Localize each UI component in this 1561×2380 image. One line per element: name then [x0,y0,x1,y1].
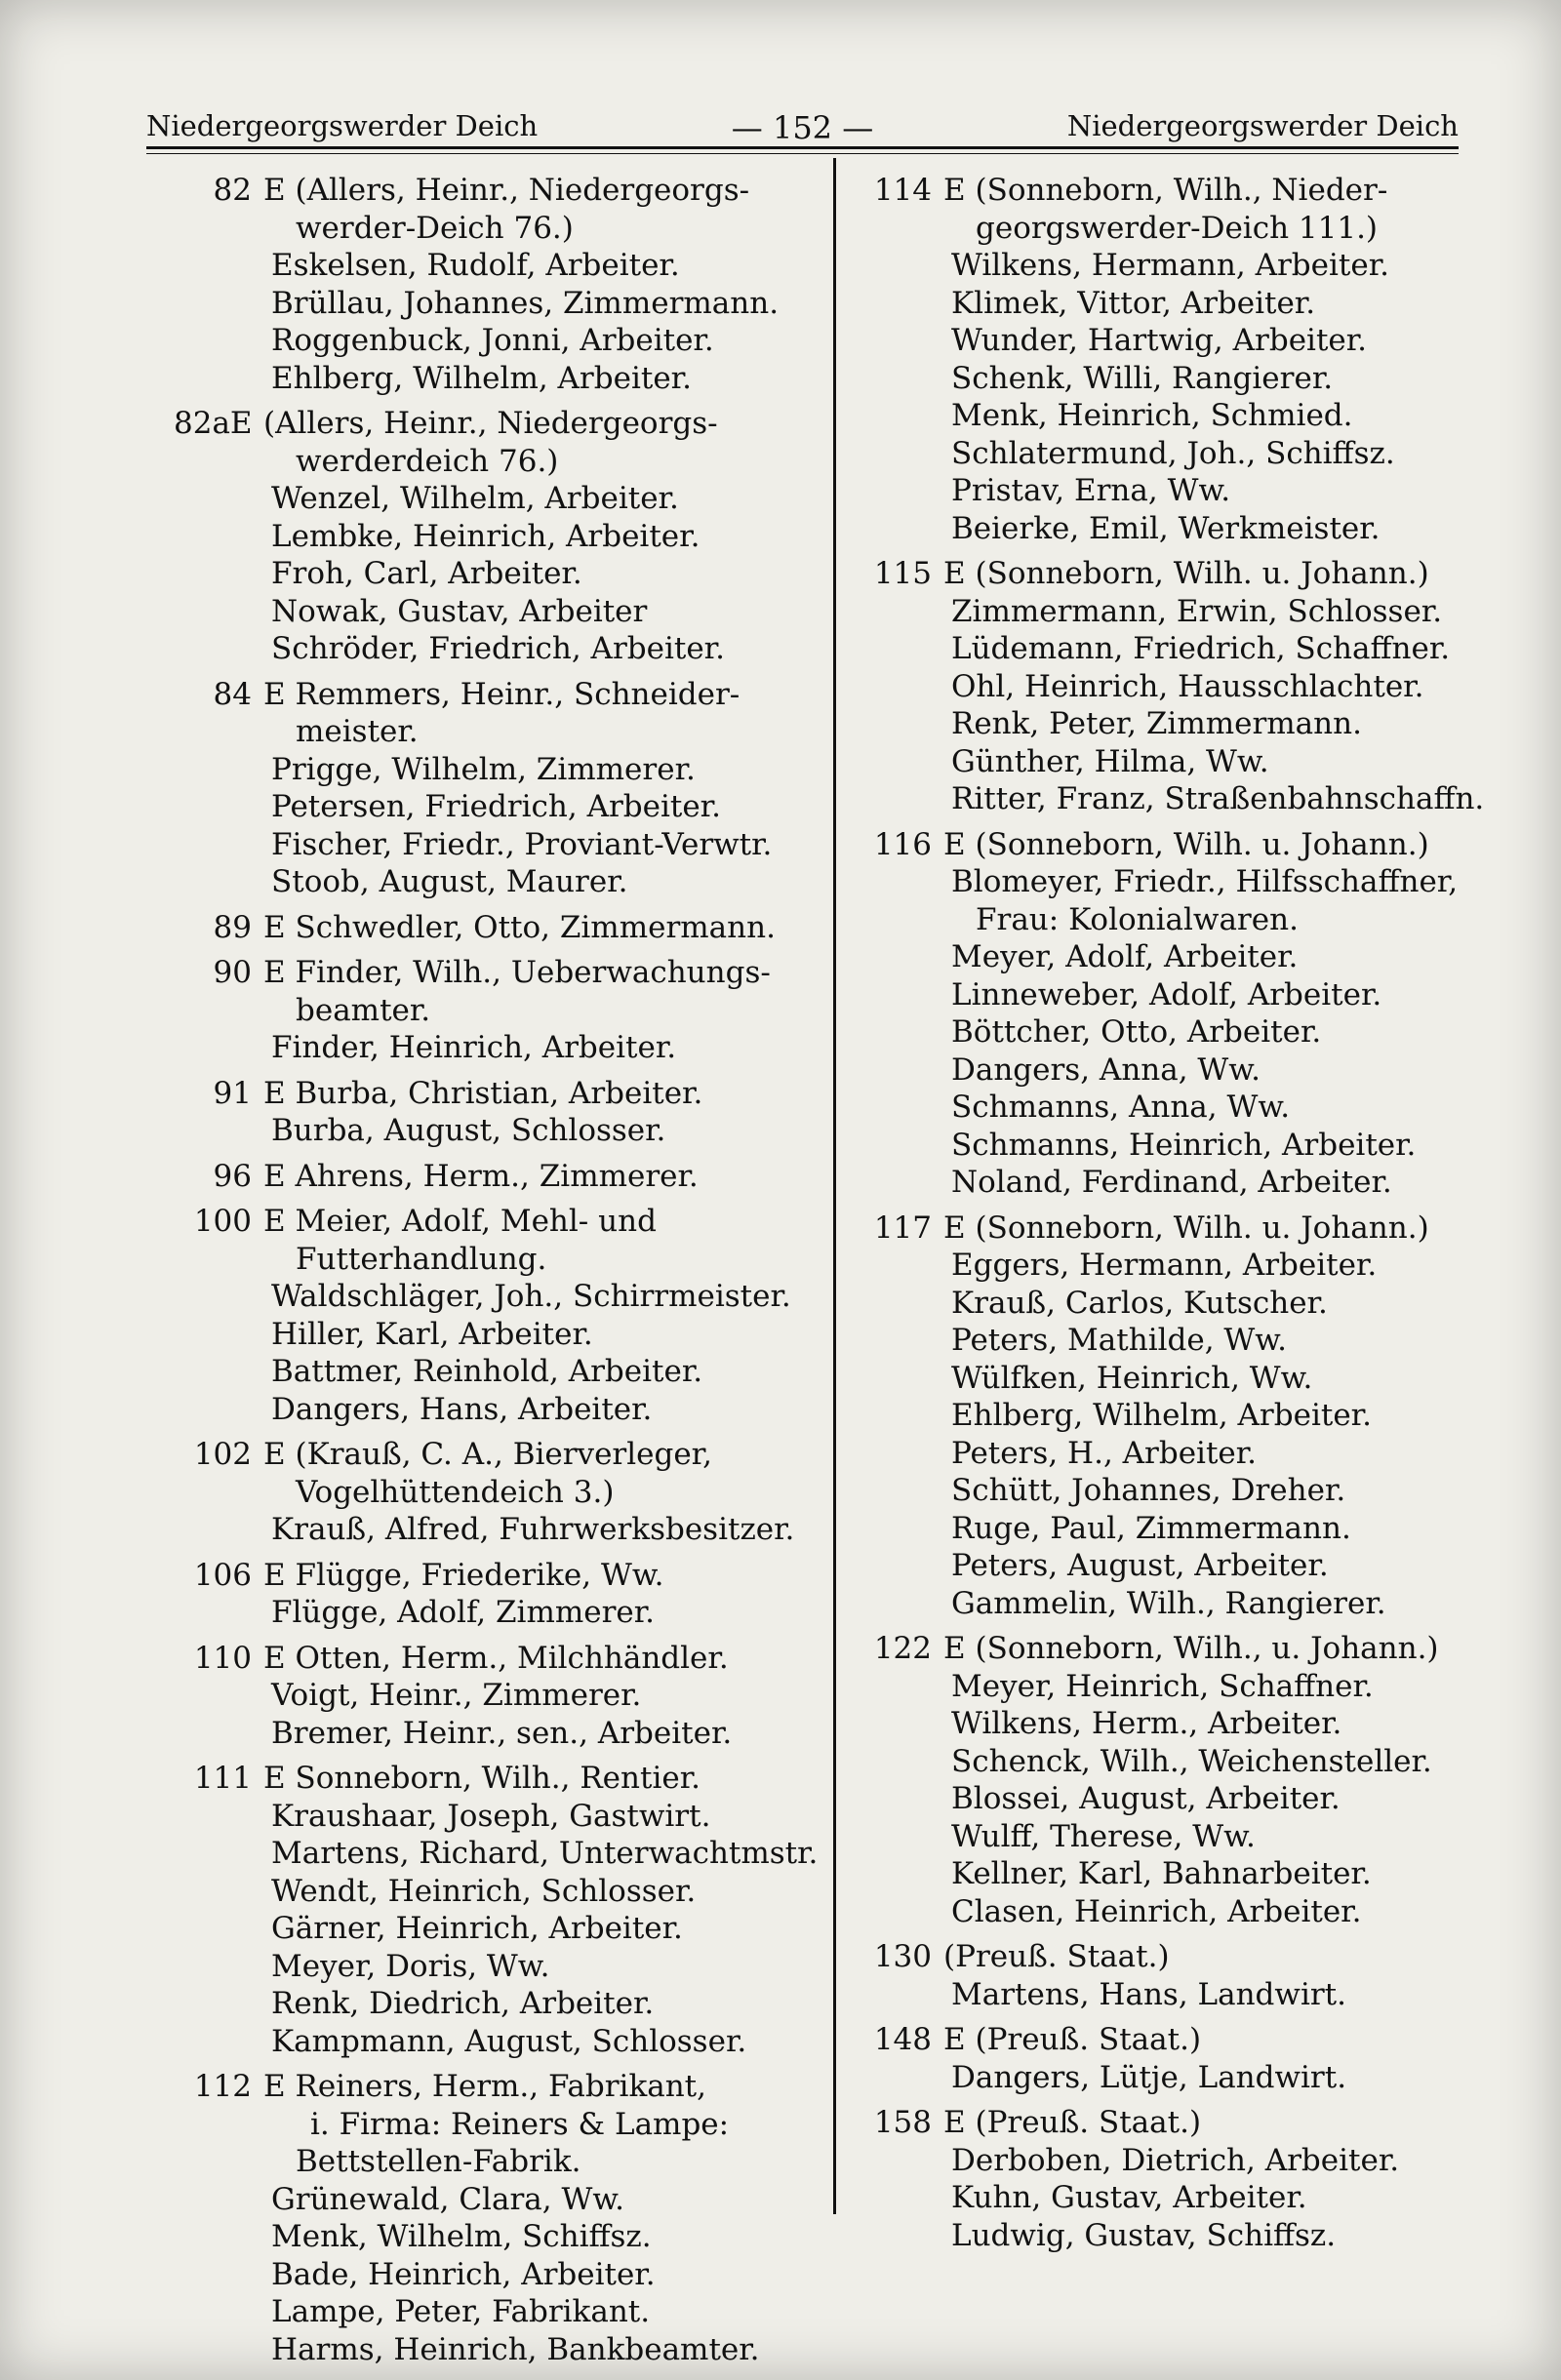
house-number: 130 [873,1939,932,1974]
resident-line: Lembke, Heinrich, Arbeiter. [271,518,700,554]
entry-header-line [854,172,1478,210]
resident-line: Ohl, Heinrich, Hausschlachter. [951,668,1424,704]
resident-line: Günther, Hilma, Ww. [951,743,1269,779]
house-number: 102 [193,1437,252,1472]
house-number: 111 [193,1761,252,1796]
resident-line: Zimmermann, Erwin, Schlosser. [951,593,1443,629]
owner-text: E (Sonneborn, Wilh. u. Johann.) [943,1210,1429,1246]
entry-header-line [854,555,1478,593]
resident-line: Linneweber, Adolf, Arbeiter. [951,976,1382,1012]
entry-header-line [854,1630,1478,1668]
house-entry [174,405,818,668]
resident-line: Krauß, Carlos, Kutscher. [951,1285,1328,1321]
resident-line: Burba, August, Schlosser. [271,1113,666,1148]
resident-line: Schmanns, Anna, Ww. [951,1090,1291,1125]
entry-header-line [854,2021,1478,2059]
resident-line: Gärner, Heinrich, Arbeiter. [271,1911,683,1946]
house-number: 122 [873,1631,932,1666]
owner-text: (Allers, Heinr., Niedergeorgs- [263,406,718,441]
header-rule-thin [146,153,1459,154]
resident-line: Peters, H., Arbeiter. [951,1435,1258,1471]
resident-line: Lüdemann, Friedrich, Schaffner. [951,631,1451,666]
entry-header-line [174,954,818,992]
resident-line: Wendt, Heinrich, Schlosser. [271,1873,697,1909]
resident-line: Ehlberg, Wilhelm, Arbeiter. [271,360,692,396]
owner-text: E (Preuß. Staat.) [943,2105,1202,2140]
resident-line: Martens, Hans, Landwirt. [951,1976,1346,2012]
resident-line: Peters, Mathilde, Ww. [951,1323,1287,1358]
resident-line: Petersen, Friedrich, Arbeiter. [271,789,721,824]
entry-header-line [854,2104,1478,2142]
house-number: 110 [193,1640,252,1676]
resident-line: Blomeyer, Friedr., Hilfsschaffner, [951,864,1459,899]
house-entry [174,954,818,1067]
resident-line: Meyer, Heinrich, Schaffner. [951,1668,1374,1704]
resident-line: Derboben, Dietrich, Arbeiter. [951,2142,1400,2178]
entry-header-line [174,1203,818,1241]
resident-line: Futterhandlung. [296,1241,547,1277]
resident-line: Grünewald, Clara, Ww. [271,2181,625,2217]
resident-line: Wulff, Therese, Ww. [951,1818,1256,1854]
owner-text: E Sonneborn, Wilh., Rentier. [263,1761,700,1796]
house-number: 82 [213,173,252,208]
resident-line: Schütt, Johannes, Dreher. [951,1473,1346,1508]
resident-line: Flügge, Adolf, Zimmerer. [271,1595,656,1630]
resident-line: Prigge, Wilhelm, Zimmerer. [271,751,696,787]
owner-continuation: meister. [296,714,419,749]
house-entry [854,555,1485,818]
house-number: 91 [213,1075,252,1111]
resident-line: Peters, August, Arbeiter. [951,1548,1329,1583]
resident-line: Ehlberg, Wilhelm, Arbeiter. [951,1398,1372,1433]
entry-header-line [174,1436,818,1474]
owner-continuation: georgswerder-Deich 111.) [976,210,1379,246]
resident-line: Wilkens, Herm., Arbeiter. [951,1706,1342,1741]
house-entry [854,172,1478,547]
house-number: 89 [213,909,252,945]
house-number: 100 [193,1204,252,1239]
owner-continuation: werderdeich 76.) [296,443,559,479]
house-entry [174,1436,818,1549]
entry-header-line [854,826,1478,864]
owner-text: E Reiners, Herm., Fabrikant, [263,2069,706,2104]
entry-header-line [174,2068,818,2106]
owner-text: E Meier, Adolf, Mehl- und [263,1204,657,1239]
house-number: 84 [213,676,252,712]
entry-header-line [174,1557,818,1595]
house-entry [174,172,818,397]
resident-line: Dangers, Anna, Ww. [951,1051,1261,1088]
house-entry [854,2104,1478,2254]
house-number: 96 [213,1158,252,1194]
column-divider [833,158,836,2214]
resident-line: Böttcher, Otto, Arbeiter. [951,1014,1322,1050]
resident-line: Ludwig, Gustav, Schiffsz. [951,2217,1337,2253]
entry-header-line [174,1158,818,1196]
entry-header-line [174,1760,818,1798]
resident-line: Harms, Heinrich, Bankbeamter. [271,2331,760,2367]
owner-continuation: werder-Deich 76.) [296,210,574,246]
resident-line: Kampmann, August, Schlosser. [271,2023,747,2059]
entry-header-line [174,676,818,714]
resident-line: Fischer, Friedr., Proviant-Verwtr. [271,826,773,862]
resident-line: Froh, Carl, Arbeiter. [271,556,582,591]
resident-line: Blossei, August, Arbeiter. [951,1781,1341,1816]
resident-line: Kellner, Karl, Bahnarbeiter. [951,1856,1372,1891]
resident-line: Dangers, Lütje, Landwirt. [951,2059,1347,2095]
resident-line: Waldschläger, Joh., Schirrmeister. [271,1279,791,1314]
resident-line: Roggenbuck, Jonni, Arbeiter. [271,323,714,358]
owner-continuation: beamter. [296,992,431,1028]
resident-line: Krauß, Alfred, Fuhrwerksbesitzer. [271,1512,795,1547]
house-entry [174,1640,818,1753]
house-number: 114 [873,173,932,208]
header-rule-thick [146,146,1459,149]
resident-line: Hiller, Karl, Arbeiter. [271,1316,593,1352]
resident-line: Clasen, Heinrich, Arbeiter. [951,1893,1362,1929]
owner-text: E Remmers, Heinr., Schneider- [263,676,740,712]
house-entry [854,1210,1478,1623]
resident-line: Vogelhüttendeich 3.) [296,1474,615,1510]
resident-line: Bremer, Heinr., sen., Arbeiter. [271,1715,733,1751]
house-entry [174,1760,818,2060]
entry-header-line [174,1075,818,1113]
resident-line: Stoob, August, Maurer. [271,864,628,899]
house-entry [174,1557,818,1632]
resident-line: Wülfken, Heinrich, Ww. [951,1360,1313,1396]
owner-text: E Schwedler, Otto, Zimmermann. [263,909,776,945]
resident-line: Pristav, Erna, Ww. [951,473,1231,508]
house-entry [854,1938,1478,2013]
entry-header-line [854,1938,1478,1976]
entry-header-line [174,405,818,443]
resident-line: Klimek, Vittor, Arbeiter. [951,285,1316,321]
resident-line: Ritter, Franz, Straßenbahnschaffn. [951,781,1485,816]
resident-line: Schenck, Wilh., Weichensteller. [951,1743,1432,1779]
owner-text: E (Preuß. Staat.) [943,2022,1202,2057]
house-entry [174,909,818,947]
resident-line: Renk, Peter, Zimmermann. [951,706,1362,741]
house-number: 106 [193,1557,252,1593]
house-number: 158 [873,2105,932,2140]
house-entry [174,1075,818,1150]
house-number: 117 [873,1210,932,1246]
resident-line: Ruge, Paul, Zimmermann. [951,1510,1351,1546]
resident-line: Menk, Wilhelm, Schiffsz. [271,2219,652,2254]
house-number: 90 [213,955,252,990]
owner-text: E (Sonneborn, Wilh. u. Johann.) [943,556,1429,591]
resident-line: Schenk, Willi, Rangierer. [951,360,1334,396]
left-column [174,172,818,2376]
owner-text: E Finder, Wilh., Ueberwachungs- [263,955,771,990]
house-number: 148 [873,2022,932,2057]
page-number: — 152 — [731,109,874,146]
owner-text: E (Allers, Heinr., Niedergeorgs- [263,173,750,208]
house-entry [854,826,1478,1202]
owner-text: E (Sonneborn, Wilh., u. Johann.) [943,1631,1439,1666]
resident-line: Eggers, Hermann, Arbeiter. [951,1248,1378,1283]
resident-line: Wilkens, Hermann, Arbeiter. [951,248,1389,283]
house-entry [174,2068,818,2368]
resident-line: Schröder, Friedrich, Arbeiter. [271,631,725,666]
resident-line: Bettstellen-Fabrik. [296,2144,581,2179]
house-entry [854,2021,1478,2096]
owner-text: E (Sonneborn, Wilh., Nieder- [943,173,1388,208]
house-number: 82aE [174,406,253,441]
resident-line: Gammelin, Wilh., Rangierer. [951,1585,1386,1621]
resident-line: Finder, Heinrich, Arbeiter. [271,1030,677,1065]
resident-line: Kraushaar, Joseph, Gastwirt. [271,1798,711,1834]
resident-line: Meyer, Doris, Ww. [271,1948,550,1984]
house-entry [854,1630,1478,1930]
resident-line: Brüllau, Johannes, Zimmermann. [271,285,780,321]
owner-text: E (Sonneborn, Wilh. u. Johann.) [943,826,1429,862]
resident-line: Eskelsen, Rudolf, Arbeiter. [271,248,680,283]
owner-text: E Otten, Herm., Milchhändler. [263,1640,729,1676]
entry-header-line [854,1210,1478,1248]
owner-text: E (Krauß, C. A., Bierverleger, [263,1437,712,1472]
entry-header-line [174,1640,818,1678]
header-street-left: Niedergeorgswerder Deich [146,109,539,142]
resident-line: Wenzel, Wilhelm, Arbeiter. [271,481,679,516]
entry-header-line [174,172,818,210]
owner-text: (Preuß. Staat.) [943,1939,1170,1974]
owner-text: E Burba, Christian, Arbeiter. [263,1075,703,1111]
resident-line: Battmer, Reinhold, Arbeiter. [271,1354,703,1389]
resident-line: Wunder, Hartwig, Arbeiter. [951,323,1368,358]
header-street-right: Niedergeorgswerder Deich [1066,109,1459,142]
house-entry [174,1203,818,1428]
house-entry [174,1158,818,1196]
resident-line: Dangers, Hans, Arbeiter. [271,1391,653,1427]
resident-line: Frau: Kolonialwaren. [976,901,1299,937]
house-number: 116 [873,826,932,862]
resident-line: Schlatermund, Joh., Schiffsz. [951,435,1395,471]
resident-line: Noland, Ferdinand, Arbeiter. [951,1165,1392,1200]
resident-line: Beierke, Emil, Werkmeister. [951,510,1381,546]
resident-line: Nowak, Gustav, Arbeiter [271,593,648,629]
right-column [854,172,1485,2262]
entry-header-line [174,909,818,947]
resident-line: Voigt, Heinr., Zimmerer. [271,1678,642,1713]
resident-line: Menk, Heinrich, Schmied. [951,398,1353,433]
house-number: 112 [193,2069,252,2104]
resident-line: Renk, Diedrich, Arbeiter. [271,1986,655,2021]
resident-line: Lampe, Peter, Fabrikant. [271,2294,651,2329]
resident-line: Martens, Richard, Unterwachtmstr. [271,1836,819,1871]
resident-line: Meyer, Adolf, Arbeiter. [951,939,1299,974]
owner-continuation: i. Firma: Reiners & Lampe: [310,2106,730,2142]
owner-text: E Flügge, Friederike, Ww. [263,1557,664,1593]
owner-text: E Ahrens, Herm., Zimmerer. [263,1158,699,1194]
resident-line: Schmanns, Heinrich, Arbeiter. [951,1127,1417,1163]
house-entry [174,676,818,901]
resident-line: Kuhn, Gustav, Arbeiter. [951,2180,1307,2215]
resident-line: Bade, Heinrich, Arbeiter. [271,2256,656,2292]
house-number: 115 [873,556,932,591]
